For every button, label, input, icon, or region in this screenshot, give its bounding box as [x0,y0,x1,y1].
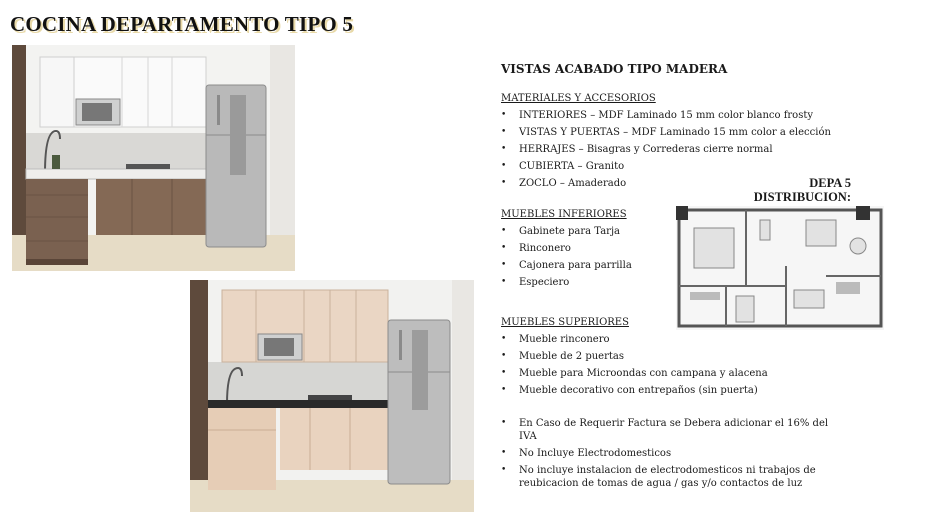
list-item: • ZOCLO – Amaderado [501,175,831,192]
list-item: • Especiero [501,274,632,291]
list-item: • Mueble para Microondas con campana y alacena [501,365,768,382]
list-item: • CUBIERTA – Granito [501,158,831,175]
list-item: • Mueble de 2 puertas [501,348,768,365]
notes-section [501,417,846,494]
list-item: • HERRAJES – Bisagras y Correderas cierre normal [501,141,831,158]
page-title: COCINA DEPARTAMENTO TIPO 5 [10,12,354,36]
notes-list [501,417,846,490]
upper-cabinets-list [501,331,768,399]
note-item: • No incluye instalacion de electrodomesticos ni trabajos de reubicacion de tomas de agua / gas y/o contactos de luz [501,464,846,490]
list-item: • Gabinete para Tarja [501,223,632,240]
plan-title-line2: DISTRIBUCION: [753,190,851,204]
kitchen-render-light [190,280,474,512]
note-item: • En Caso de Requerir Factura se Debera adicionar el 16% del IVA [501,417,846,443]
list-item: • Rinconero [501,240,632,257]
finish-heading: VISTAS ACABADO TIPO MADERA [501,62,728,76]
lower-cabinets-list [501,223,632,291]
lower-cabinets-title: MUEBLES INFERIORES [501,209,627,220]
lower-cabinets-section [501,206,632,291]
list-item: • INTERIORES – MDF Laminado 15 mm color blanco frosty [501,107,831,124]
note-item: • No Incluye Electrodomesticos [501,447,846,460]
plan-title-line1: DEPA 5 [809,176,851,190]
floor-plan-diagram [676,206,884,330]
materials-title: MATERIALES Y ACCESORIOS [501,93,656,104]
upper-cabinets-title: MUEBLES SUPERIORES [501,317,629,328]
list-item: • Mueble rinconero [501,331,768,348]
plan-title [743,176,851,204]
kitchen-render-wood [12,45,295,271]
list-item: • Mueble decorativo con entrepaños (sin puerta) [501,382,768,399]
list-item: • VISTAS Y PUERTAS – MDF Laminado 15 mm color a elección [501,124,831,141]
spec-heading-block [501,61,727,78]
list-item: • Cajonera para parrilla [501,257,632,274]
